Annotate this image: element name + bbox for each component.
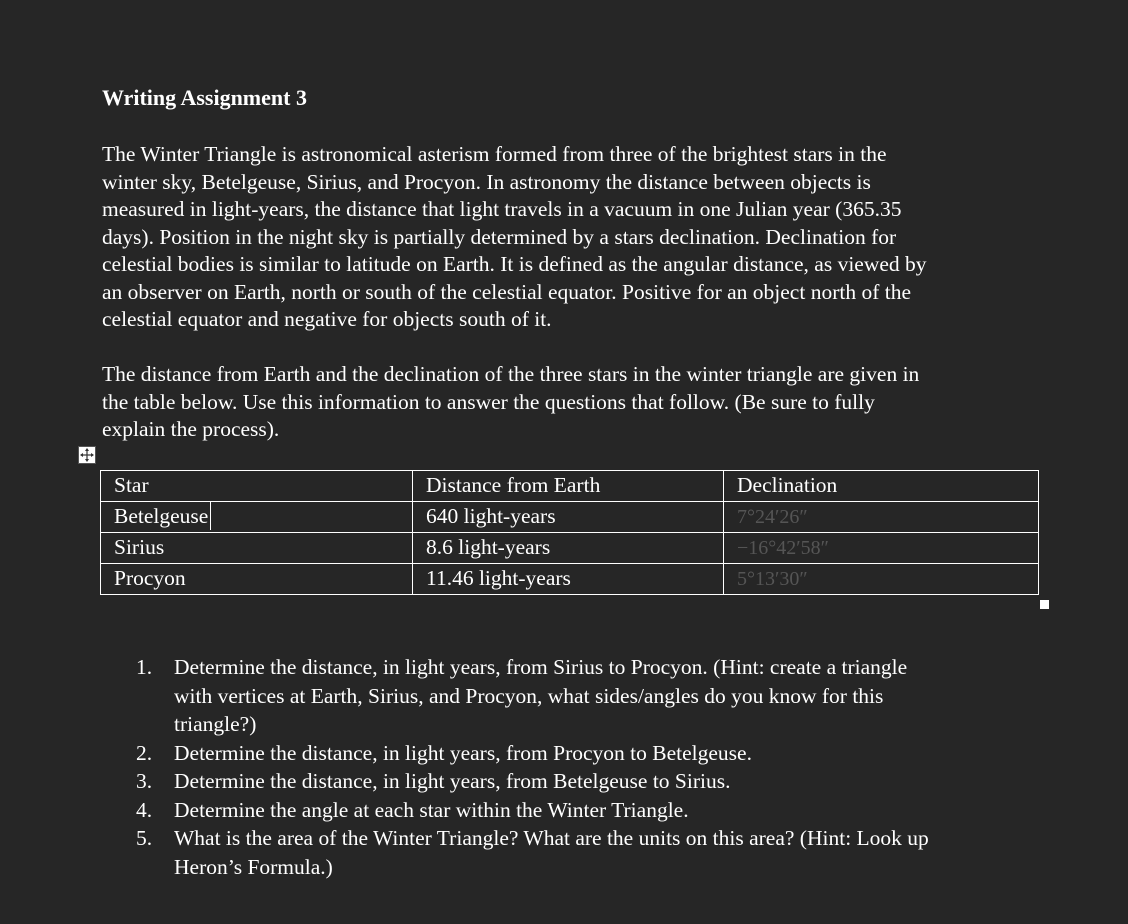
paragraph-line: celestial equator and negative for objects south of it. [102,307,552,331]
list-item [136,739,1056,768]
star-name: Betelgeuse [114,502,211,530]
cell-star[interactable]: Procyon [101,564,413,595]
question-number: 2. [136,740,153,765]
question-number: 4. [136,797,153,822]
cell-distance[interactable]: 11.46 light-years [413,564,724,595]
header-distance[interactable]: Distance from Earth [413,471,724,502]
question-number: 5. [136,826,153,850]
list-item [136,796,1056,825]
table-row [101,502,1039,533]
question-line: Heron’s Formula.) [174,854,333,879]
list-item [136,653,1056,739]
list-item [136,767,1056,796]
question-line: Determine the angle at each star within the Winter Triangle. [174,797,689,822]
question-line: What is the area of the Winter Triangle? What are the units on this area? (Hint: Look up [174,826,929,850]
question-line: Determine the distance, in light years, from Procyon to Betelgeuse. [174,740,752,765]
resize-handle-icon[interactable] [1040,600,1049,609]
question-line: Determine the distance, in light years, from Sirius to Procyon. (Hint: create a triangle [174,655,908,679]
table-header-row [101,471,1039,502]
star-data-table [100,470,1039,595]
declination-value: 7°24′26″ [737,506,808,528]
declination-value: 5°13′30″ [737,568,808,590]
paragraph-line: explain the process). [102,417,280,441]
intro-paragraph [102,141,1062,334]
assignment-title: Writing Assignment 3 [102,85,307,110]
paragraph-line: an observer on Earth, north or south of the celestial equator. Positive for an object north of the [102,279,912,304]
question-line: Determine the distance, in light years, from Betelgeuse to Sirius. [174,769,731,793]
paragraph-line: The distance from Earth and the declination of the three stars in the winter triangle are given in [102,362,920,386]
paragraph-line: days). Position in the night sky is partially determined by a stars declination. Declination for [102,224,897,249]
header-declination[interactable]: Declination [724,471,1039,502]
paragraph-line: the table below. Use this information to answer the questions that follow. (Be sure to fully [102,389,875,414]
paragraph-line: The Winter Triangle is astronomical asterism formed from three of the brightest stars in the [102,142,887,166]
paragraph-line: celestial bodies is similar to latitude on Earth. It is defined as the angular distance, as viewed by [102,252,927,276]
cell-distance[interactable]: 8.6 light-years [413,533,724,564]
question-line: triangle?) [174,712,257,736]
paragraph-line: measured in light-years, the distance that light travels in a vacuum in one Julian year (365.35 [102,197,902,221]
move-arrows-icon[interactable] [78,446,96,464]
cell-declination[interactable] [724,533,1039,564]
cell-distance[interactable]: 640 light-years [413,502,724,533]
list-item [136,824,1056,881]
cell-star[interactable]: Sirius [101,533,413,564]
instructions-paragraph [102,361,1062,444]
declination-value: −16°42′58″ [737,537,829,559]
question-list [136,653,1056,881]
question-number: 1. [136,655,153,679]
table-row [101,533,1039,564]
cell-star[interactable] [101,502,413,533]
question-line: with vertices at Earth, Sirius, and Procyon, what sides/angles do you know for this [174,683,884,708]
question-number: 3. [136,769,153,793]
cell-declination[interactable] [724,564,1039,595]
paragraph-line: winter sky, Betelgeuse, Sirius, and Procyon. In astronomy the distance between objects is [102,169,871,194]
header-star[interactable]: Star [101,471,413,502]
table-row [101,564,1039,595]
cell-declination[interactable] [724,502,1039,533]
